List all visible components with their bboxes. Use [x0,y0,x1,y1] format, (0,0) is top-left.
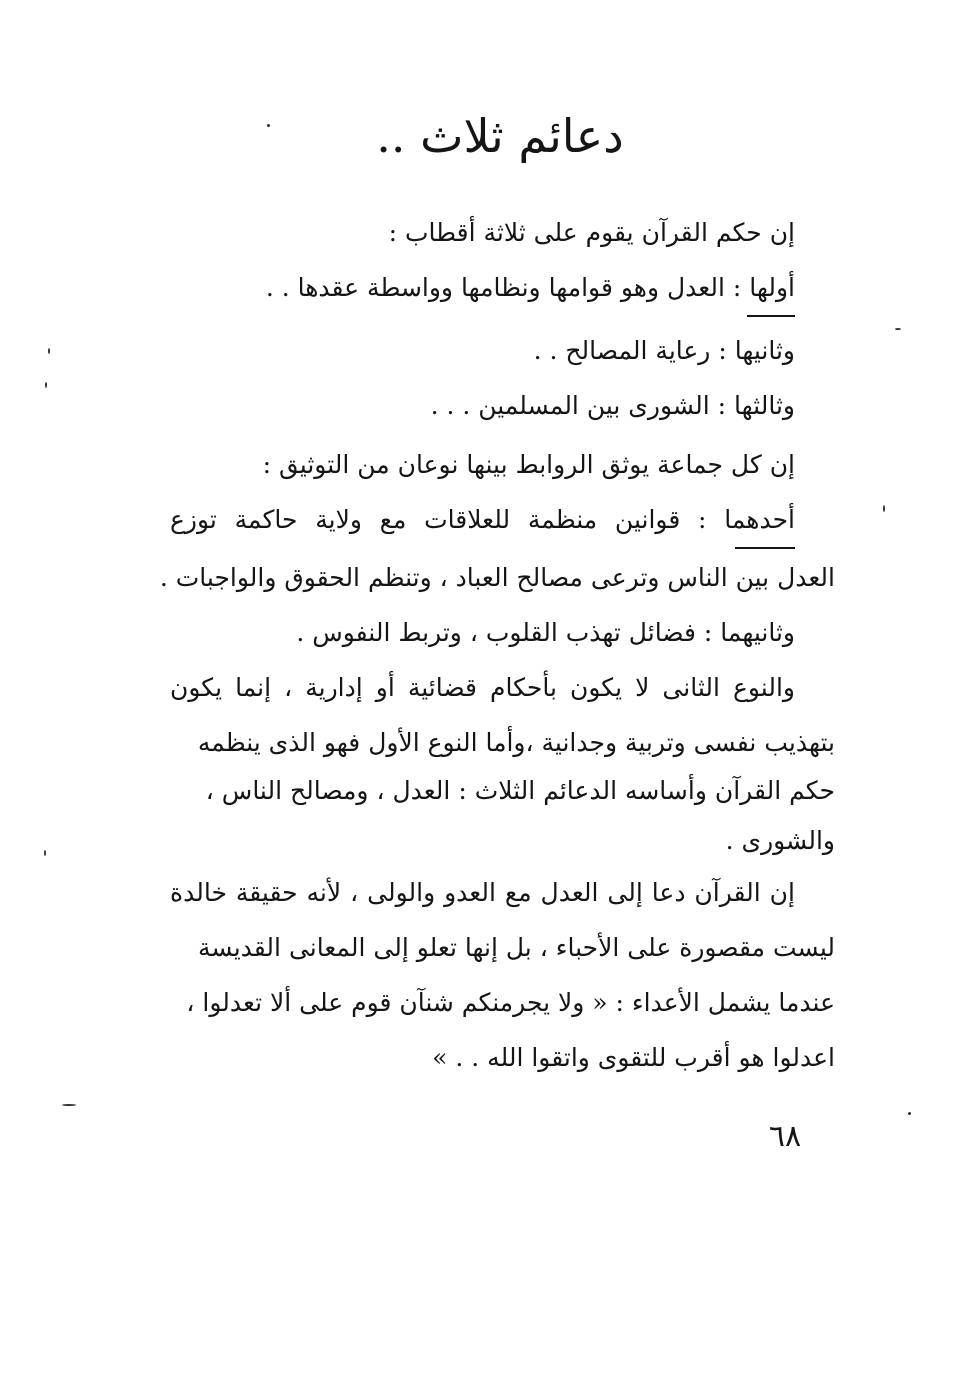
text-line: العدل بين الناس وترعى مصالح العباد ، وتنظم الحقوق والواجبات . [159,563,835,592]
text-line: ليست مقصورة على الأحباء ، بل إنها تعلو إلى المعانى القديسة [198,933,835,962]
text-line: اعدلوا هو أقرب للتقوى واتقوا الله . . » [432,1043,835,1072]
underline-rule [735,547,795,549]
scan-speck [45,382,47,388]
scan-speck [44,850,46,856]
text-line: أحدهما : قوانين منظمة للعلاقات مع ولاية حاكمة توزع [170,505,795,534]
page-number: ٦٨ [768,1119,802,1154]
scan-speck [62,1104,76,1106]
scan-speck [883,505,885,512]
text-line: بتهذيب نفسى وتربية وجدانية ،وأما النوع الأول فهو الذى ينظمه [197,728,835,757]
scan-speck [267,124,270,127]
text-line: إن حكم القرآن يقوم على ثلاثة أقطاب : [388,218,795,247]
text-line: أولها : العدل وهو قوامها ونظامها وواسطة عقدها . . [265,273,795,302]
text-line: إن القرآن دعا إلى العدل مع العدو والولى ، لأنه حقيقة خالدة [170,878,795,907]
scan-speck [895,328,901,330]
page-title: دعائم ثلاث .. [376,109,624,163]
scan-speck [48,348,50,354]
text-line: وثانيهما : فضائل تهذب القلوب ، وتربط النفوس . [296,618,795,647]
body-text [159,205,835,1105]
text-line: وثالثها : الشورى بين المسلمين . . . [430,391,795,420]
underline-rule [747,315,795,317]
text-line: عندما يشمل الأعداء : « ولا يجرمنكم شنآن قوم على ألا تعدلوا ، [186,988,835,1017]
text-line: والشورى . [725,826,835,855]
text-line: وثانيها : رعاية المصالح . . [533,336,795,365]
text-line: إن كل جماعة يوثق الروابط بينها نوعان من التوثيق : [262,450,795,479]
text-line: حكم القرآن وأساسه الدعائم الثلاث : العدل ، ومصالح الناس ، [205,776,835,805]
scan-speck [908,1112,911,1115]
text-line: والنوع الثانى لا يكون بأحكام قضائية أو إدارية ، إنما يكون [170,673,795,702]
